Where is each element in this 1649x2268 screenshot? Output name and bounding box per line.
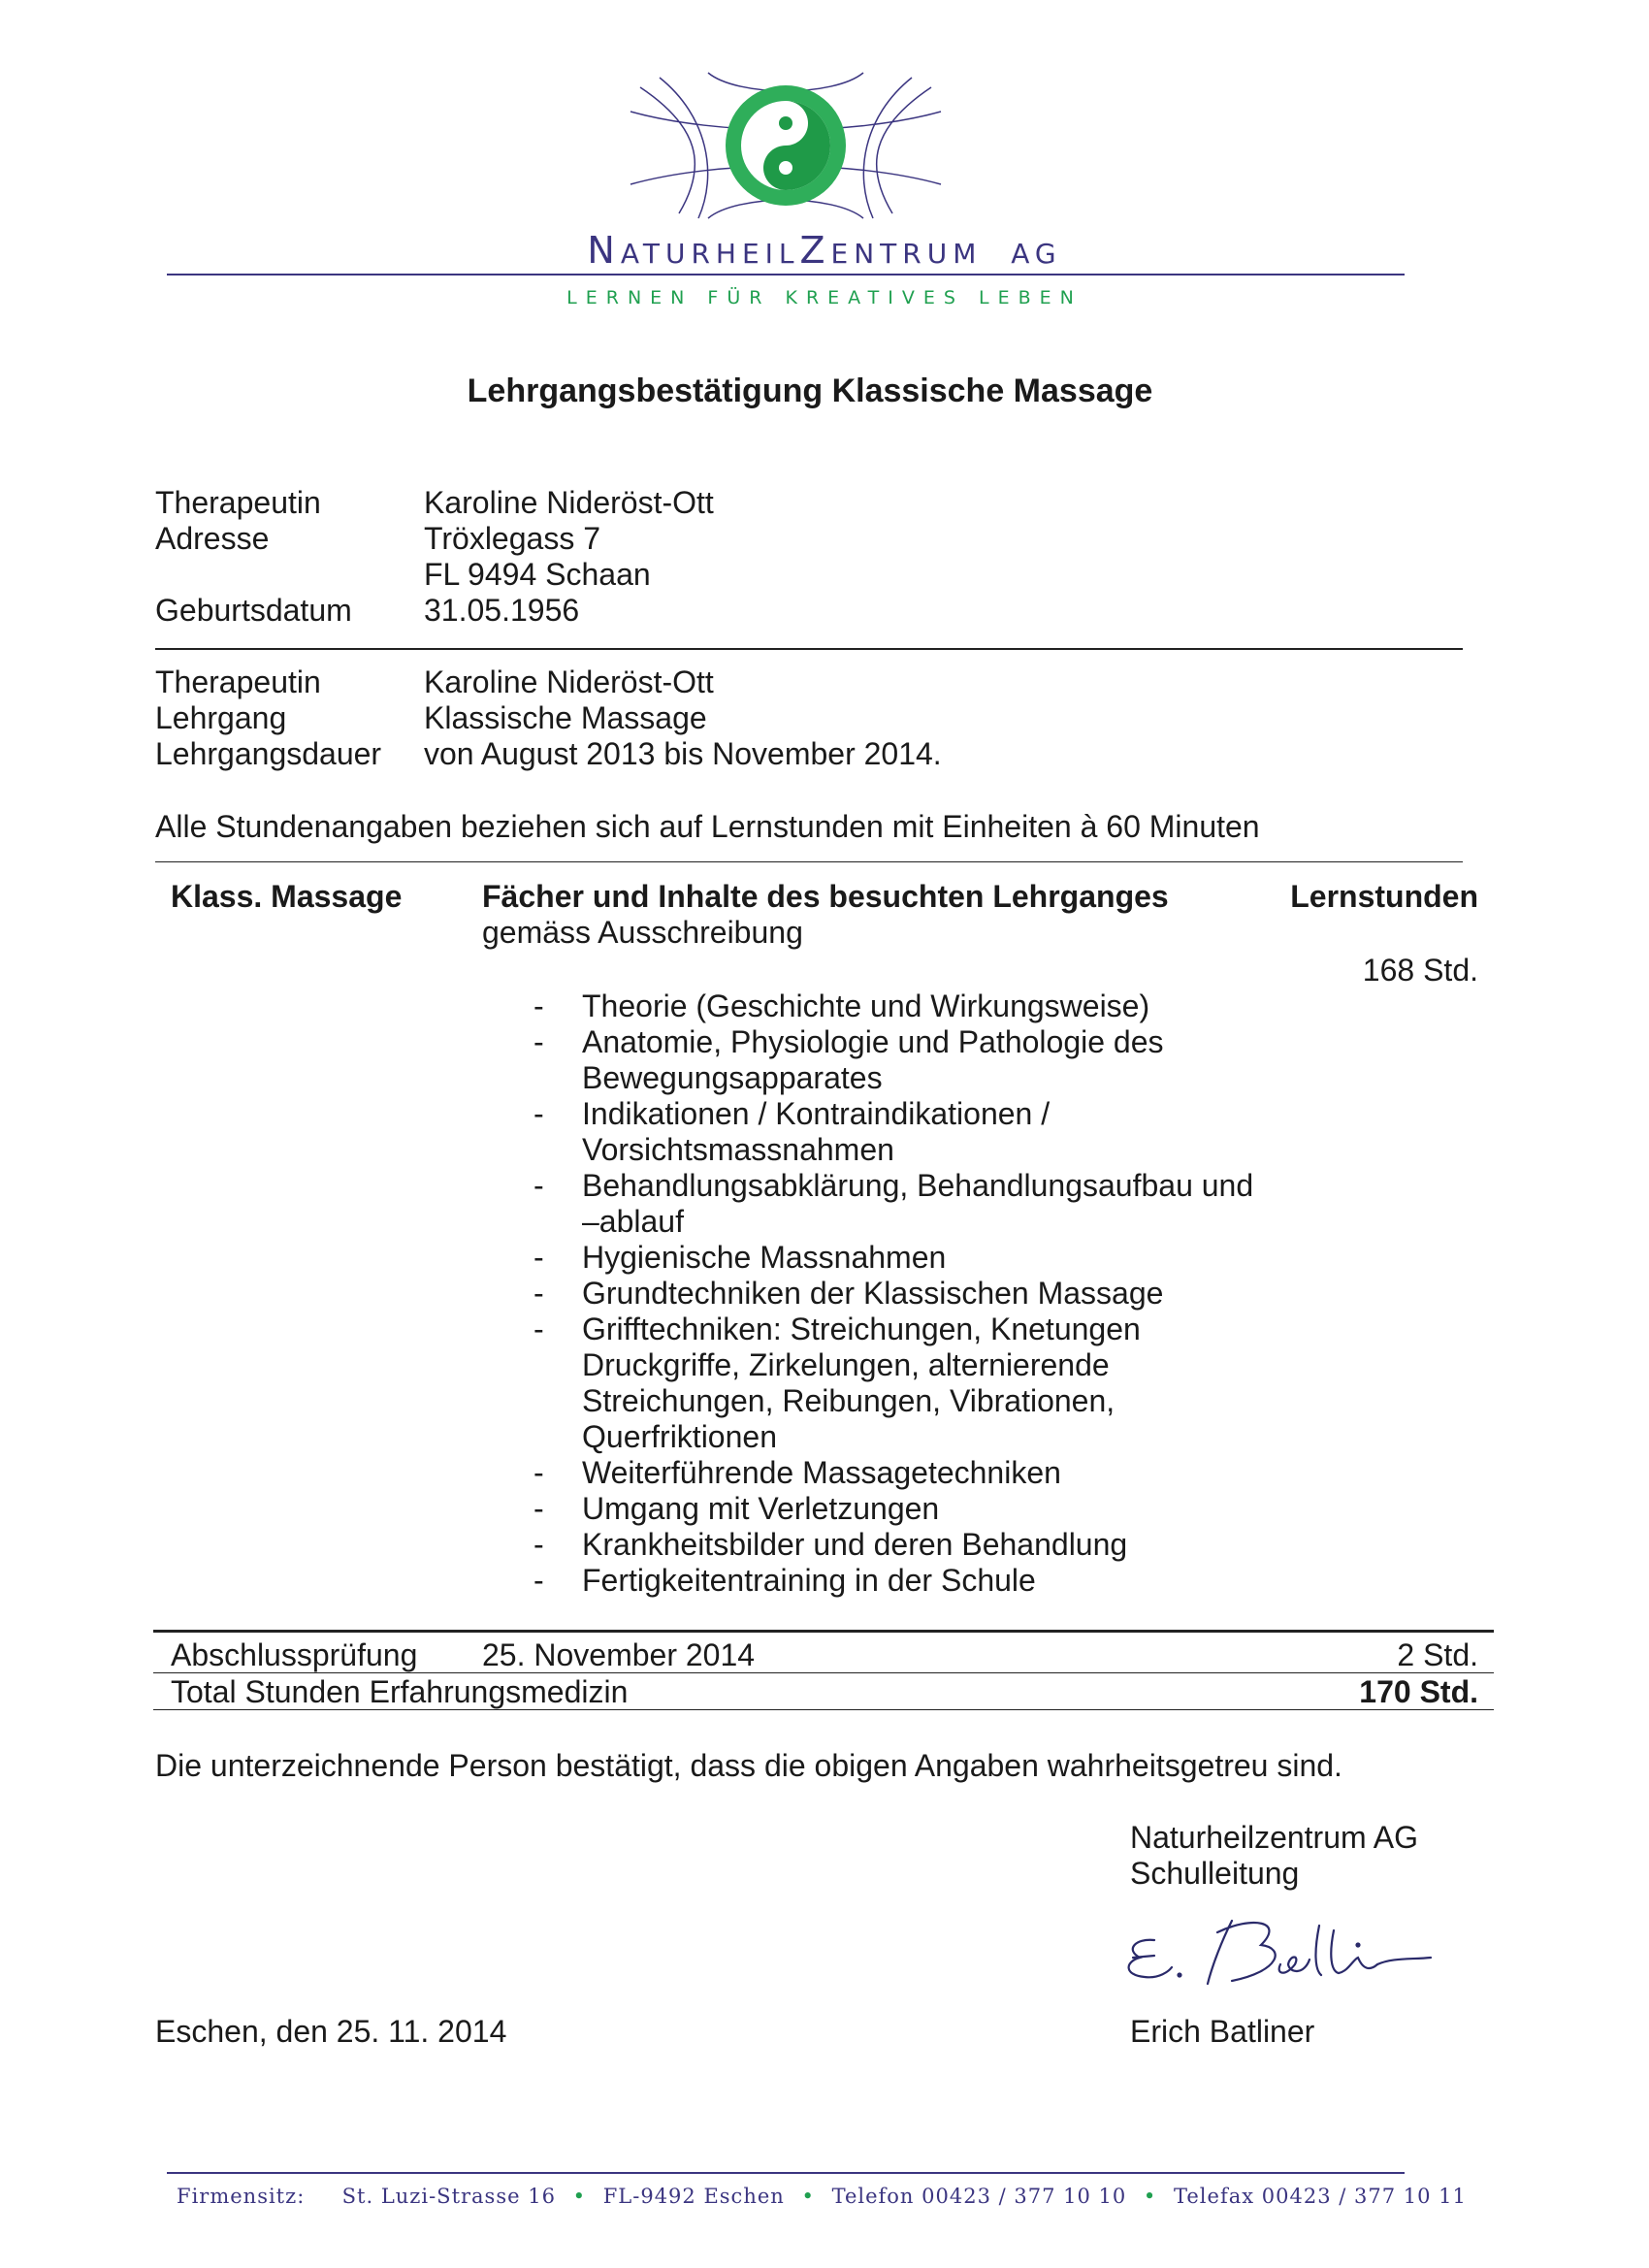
confirmation-text: Die unterzeichnende Person bestätigt, dass die obigen Angaben wahrheitsgetreu sind. xyxy=(155,1748,1342,1783)
list-item-dash: - xyxy=(534,1276,544,1311)
list-item: Weiterführende Massagetechniken xyxy=(582,1455,1061,1490)
list-item: Krankheitsbilder und deren Behandlung xyxy=(582,1527,1128,1562)
company-tagline: LERNEN FÜR KREATIVES LEBEN xyxy=(566,287,1083,308)
address-line1: Tröxlegass 7 xyxy=(424,521,600,556)
list-item: Druckgriffe, Zirkelungen, alternierende xyxy=(582,1347,1110,1382)
list-item: Grifftechniken: Streichungen, Knetungen xyxy=(582,1312,1141,1346)
list-item: Bewegungsapparates xyxy=(582,1060,883,1095)
list-item: Grundtechniken der Klassischen Massage xyxy=(582,1276,1164,1311)
course-label: Lehrgang xyxy=(155,700,287,735)
column-header-contents: Fächer und Inhalte des besuchten Lehrganges xyxy=(482,879,1169,914)
list-item: Fertigkeitentraining in der Schule xyxy=(582,1563,1036,1598)
list-item: –ablauf xyxy=(582,1204,684,1239)
section-divider xyxy=(155,648,1463,650)
list-item-dash: - xyxy=(534,1240,544,1275)
signoff-dept: Schulleitung xyxy=(1130,1856,1300,1891)
duration-label: Lehrgangsdauer xyxy=(155,736,382,771)
totals-top-divider xyxy=(153,1630,1494,1633)
yin-yang-icon xyxy=(621,68,951,223)
list-item-dash: - xyxy=(534,1455,544,1490)
exam-label: Abschlussprüfung xyxy=(171,1637,418,1672)
course-value: Klassische Massage xyxy=(424,700,707,735)
signoff-org: Naturheilzentrum AG xyxy=(1130,1820,1419,1855)
list-item: Hygienische Massnahmen xyxy=(582,1240,947,1275)
list-item-dash: - xyxy=(534,1563,544,1598)
column-header-subtitle: gemäss Ausschreibung xyxy=(482,915,803,950)
course-hours: 168 Std. xyxy=(1362,953,1478,988)
column-header-subject: Klass. Massage xyxy=(171,879,403,914)
list-item-dash: - xyxy=(534,1491,544,1526)
birthdate-value: 31.05.1956 xyxy=(424,593,580,628)
address-label: Adresse xyxy=(155,521,270,556)
company-logo xyxy=(621,68,951,223)
place-date: Eschen, den 25. 11. 2014 xyxy=(155,2014,507,2049)
therapist-label: Therapeutin xyxy=(155,485,321,520)
company-name: NATURHEILZENTRUM AG xyxy=(587,229,1062,272)
header-divider xyxy=(167,274,1405,275)
birthdate-label: Geburtsdatum xyxy=(155,593,352,628)
footer-street: St. Luzi-Strasse 16 xyxy=(341,2185,556,2208)
duration-value: von August 2013 bis November 2014. xyxy=(424,736,942,771)
list-item-dash: - xyxy=(534,1024,544,1059)
footer-city: FL-9492 Eschen xyxy=(602,2185,785,2208)
total-hours: 170 Std. xyxy=(1359,1674,1478,1709)
totals-bottom-divider xyxy=(153,1709,1494,1710)
list-item: Querfriktionen xyxy=(582,1419,777,1454)
exam-date: 25. November 2014 xyxy=(482,1637,756,1672)
footer-separator: • xyxy=(1143,2185,1157,2208)
list-item: Behandlungsabklärung, Behandlungsaufbau und xyxy=(582,1168,1254,1203)
list-item: Indikationen / Kontraindikationen / xyxy=(582,1096,1051,1131)
signer-name: Erich Batliner xyxy=(1130,2014,1315,2049)
therapist-value: Karoline Nideröst-Ott xyxy=(424,485,714,520)
footer-phone: Telefon 00423 / 377 10 10 xyxy=(831,2185,1127,2208)
list-item: Vorsichtsmassnahmen xyxy=(582,1132,894,1167)
footer-seat-label: Firmensitz: xyxy=(177,2185,306,2208)
company-footer xyxy=(177,2185,1467,2208)
course-therapist-label: Therapeutin xyxy=(155,664,321,699)
page-title: Lehrgangsbestätigung Klassische Massage xyxy=(467,373,1153,409)
total-label: Total Stunden Erfahrungsmedizin xyxy=(171,1674,629,1709)
table-top-divider xyxy=(155,861,1463,862)
handwritten-signature-icon xyxy=(1116,1911,1436,1998)
footer-divider xyxy=(167,2172,1405,2174)
list-item-dash: - xyxy=(534,1312,544,1346)
address-line2: FL 9494 Schaan xyxy=(424,557,651,592)
footer-separator: • xyxy=(801,2185,815,2208)
list-item-dash: - xyxy=(534,1168,544,1203)
course-therapist-value: Karoline Nideröst-Ott xyxy=(424,664,714,699)
list-item: Theorie (Geschichte und Wirkungsweise) xyxy=(582,988,1150,1023)
footer-separator: • xyxy=(572,2185,587,2208)
list-item: Streichungen, Reibungen, Vibrationen, xyxy=(582,1383,1116,1418)
exam-hours: 2 Std. xyxy=(1397,1637,1478,1672)
footer-fax: Telefax 00423 / 377 10 11 xyxy=(1174,2185,1467,2208)
column-header-hours: Lernstunden xyxy=(1290,879,1478,914)
list-item-dash: - xyxy=(534,1096,544,1131)
list-item: Umgang mit Verletzungen xyxy=(582,1491,940,1526)
list-item: Anatomie, Physiologie und Pathologie des xyxy=(582,1024,1164,1059)
totals-mid-divider xyxy=(153,1672,1494,1673)
hours-note: Alle Stundenangaben beziehen sich auf Lernstunden mit Einheiten à 60 Minuten xyxy=(155,809,1260,844)
list-item-dash: - xyxy=(534,988,544,1023)
list-item-dash: - xyxy=(534,1527,544,1562)
